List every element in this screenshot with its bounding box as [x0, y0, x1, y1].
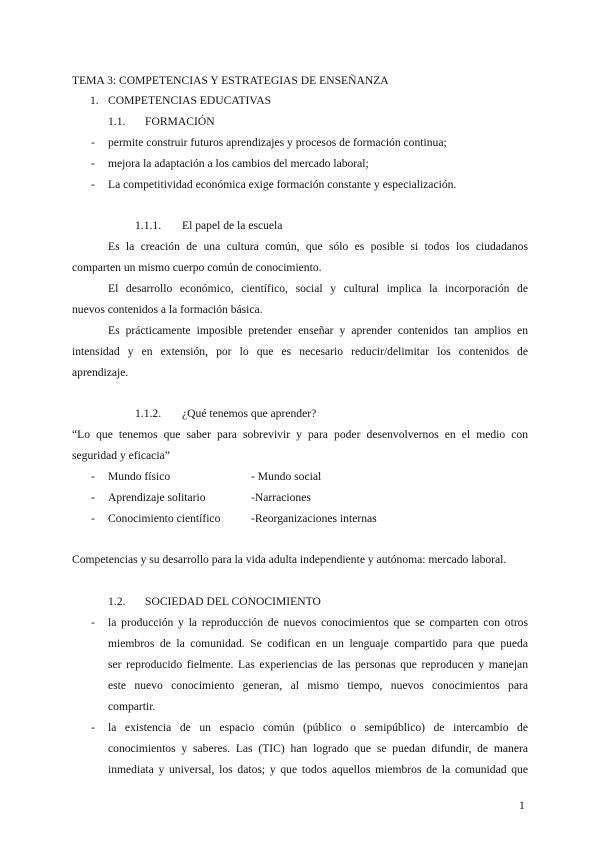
quote-line: seguridad y eficacia”	[72, 449, 170, 462]
paragraph-line: Es prácticamente imposible pretender enseñar y aprender contenidos tan amplios en	[108, 324, 528, 337]
list-left-item: Aprendizaje solitario	[108, 491, 206, 504]
list-left-item: Conocimiento científico	[108, 512, 221, 525]
list-right-item: -Reorganizaciones internas	[251, 512, 377, 525]
bullet-paragraph-line: compartir.	[108, 700, 156, 713]
bullet-item: mejora la adaptación a los cambios del mercado laboral;	[108, 157, 369, 170]
paragraph-line: intensidad y en extensión, por lo que es necesario reducir/delimitar los contenidos de	[72, 345, 528, 358]
subsection-1-2-number: 1.2.	[108, 595, 126, 608]
bullet-dash: -	[91, 470, 95, 483]
summary-line: Competencias y su desarrollo para la vida adulta independiente y autónoma: mercado laboral.	[72, 553, 507, 566]
document-title: TEMA 3: COMPETENCIAS Y ESTRATEGIAS DE ENSEÑANZA	[72, 74, 389, 87]
subsection-1-1-1-number: 1.1.1.	[135, 219, 162, 232]
list-left-item: Mundo físico	[108, 470, 171, 483]
bullet-item: permite construir futuros aprendizajes y procesos de formación continua;	[108, 136, 447, 149]
bullet-paragraph-line: miembros de la comunidad. Se codifican en un lenguaje compartido para que pueda	[108, 637, 528, 650]
subsection-1-1-2-heading: ¿Qué tenemos que aprender?	[182, 407, 317, 420]
subsection-1-1-heading: FORMACIÓN	[145, 115, 215, 128]
list-right-item: - Mundo social	[251, 470, 322, 483]
list-right-item: -Narraciones	[251, 491, 311, 504]
bullet-paragraph-line: inmediata y universal, los datos; y que todos aquellos miembros de la comunidad que	[108, 763, 528, 776]
paragraph-line: El desarrollo económico, científico, social y cultural implica la incorporación de	[108, 282, 528, 295]
bullet-dash: -	[91, 136, 95, 149]
quote-line: “Lo que tenemos que saber para sobrevivir y para poder desenvolvernos en el medio con	[72, 428, 528, 441]
section-1-heading: COMPETENCIAS EDUCATIVAS	[108, 94, 272, 107]
bullet-paragraph-line: ser reproducido fielmente. Las experiencias de las personas que reproducen y manejan	[108, 658, 528, 671]
bullet-dash: -	[91, 178, 95, 191]
bullet-paragraph-line: este nuevo conocimiento generan, al mismo tiempo, nuevos conocimientos para	[108, 679, 528, 692]
paragraph-line: aprendizaje.	[72, 366, 129, 379]
bullet-dash: -	[91, 157, 95, 170]
bullet-paragraph-line: la existencia de un espacio común (público o semipúblico) de intercambio de	[108, 721, 528, 734]
paragraph-line: comparten un mismo cuerpo común de conocimiento.	[72, 261, 322, 274]
paragraph-line: Es la creación de una cultura común, que sólo es posible si todos los ciudadanos	[108, 240, 528, 253]
bullet-item: La competitividad económica exige formación constante y especialización.	[108, 178, 457, 191]
bullet-dash: -	[91, 616, 95, 629]
subsection-1-1-2-number: 1.1.2.	[135, 407, 162, 420]
bullet-dash: -	[91, 721, 95, 734]
subsection-1-2-heading: SOCIEDAD DEL CONOCIMIENTO	[145, 595, 321, 608]
page-number: 1	[519, 799, 525, 812]
bullet-dash: -	[91, 512, 95, 525]
subsection-1-1-number: 1.1.	[108, 115, 126, 128]
bullet-paragraph-line: la producción y la reproducción de nuevos conocimientos que se comparten con otros	[108, 616, 528, 629]
bullet-paragraph-line: conocimientos y saberes. Las (TIC) han logrado que se puedan difundir, de manera	[108, 742, 528, 755]
bullet-dash: -	[91, 491, 95, 504]
subsection-1-1-1-heading: El papel de la escuela	[182, 219, 283, 232]
section-1-number: 1.	[90, 94, 99, 107]
paragraph-line: nuevos contenidos a la formación básica.	[72, 303, 263, 316]
